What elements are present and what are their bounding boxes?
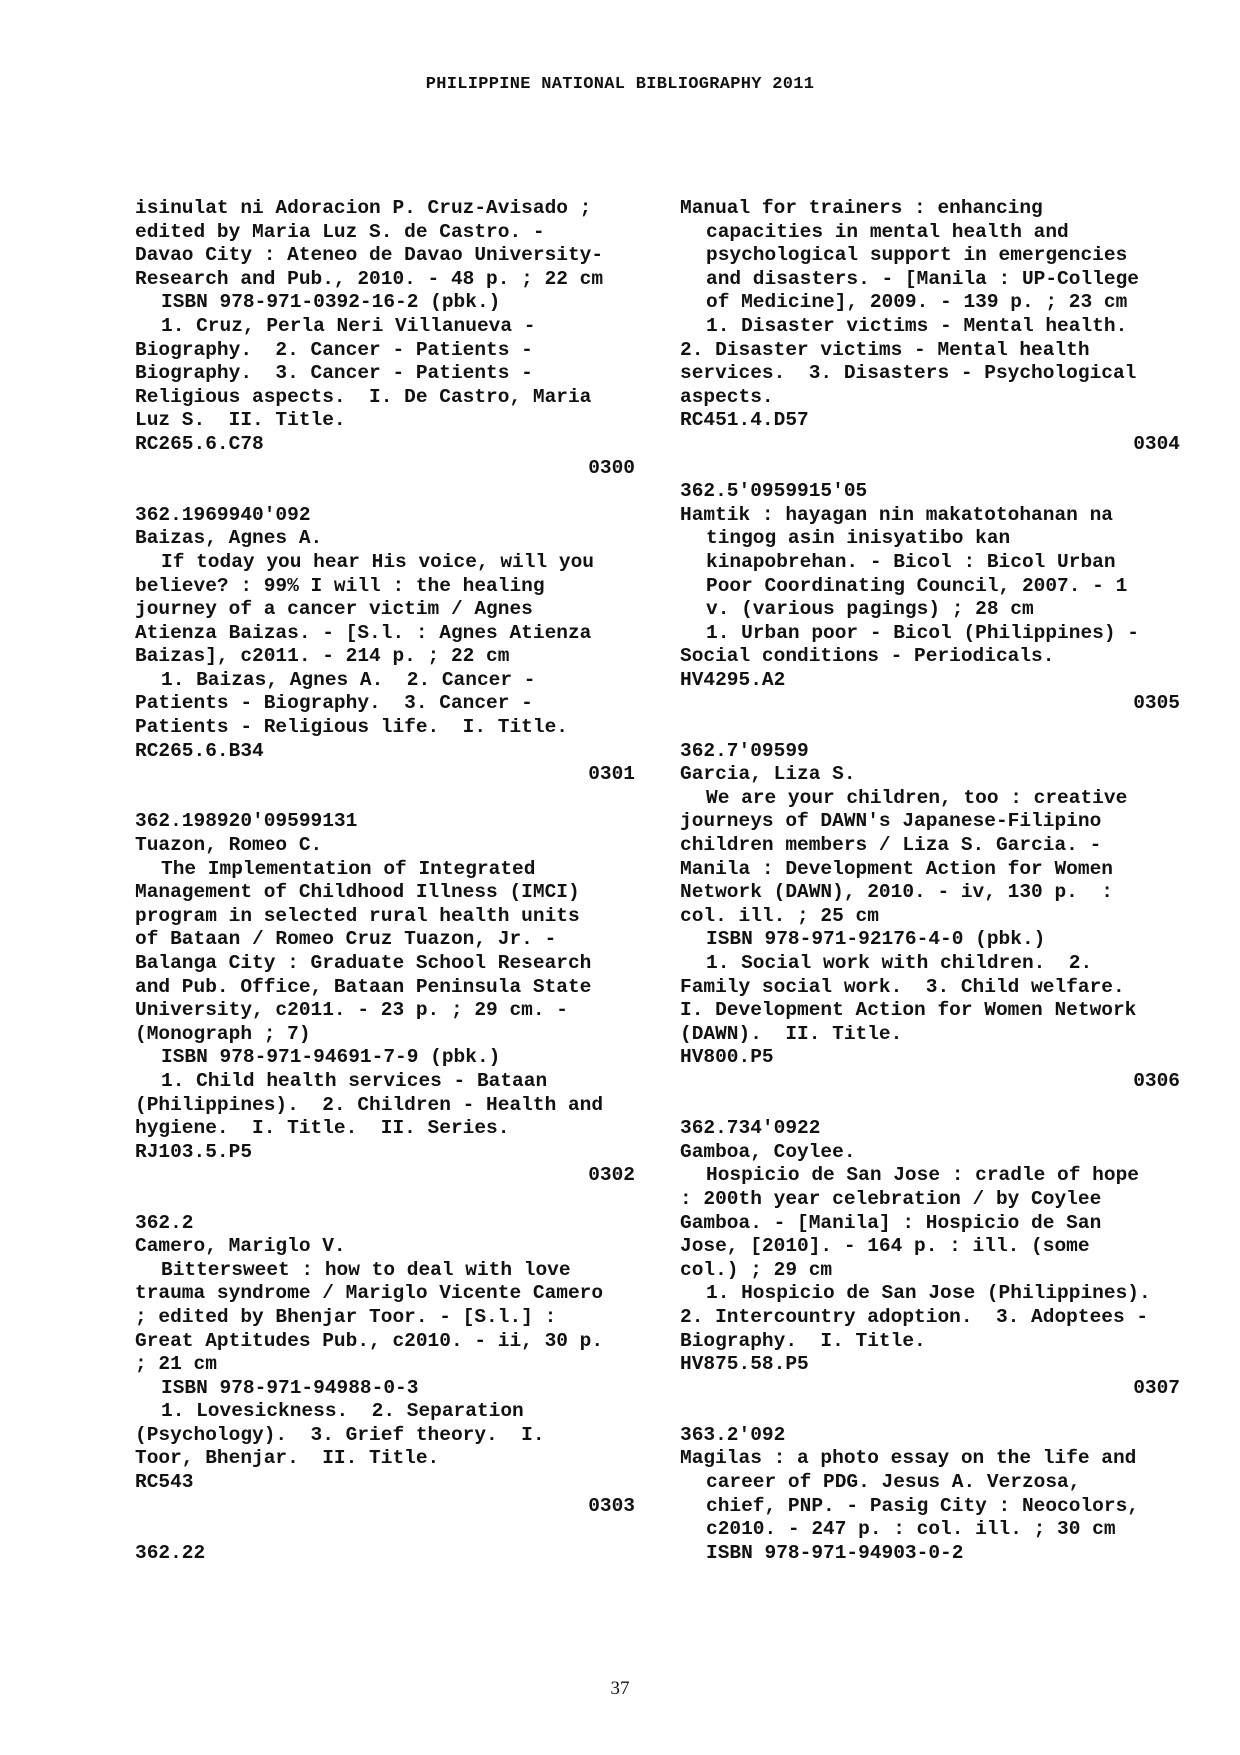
entry-line: v. (various pagings) ; 28 cm: [706, 598, 1034, 621]
entry-line: 2. Disaster victims - Mental health: [680, 338, 1090, 361]
entry-line: journey of a cancer victim / Agnes: [135, 598, 533, 621]
entry-line: Baizas, Agnes A.: [135, 527, 323, 550]
entry-line: kinapobrehan. - Bicol : Bicol Urban: [706, 550, 1116, 573]
entry-line: Network (DAWN), 2010. - iv, 130 p. :: [680, 881, 1113, 904]
entry-line: 362.2: [135, 1211, 194, 1234]
entry-line: We are your children, too : creative: [706, 786, 1128, 809]
entry-line: Patients - Religious life. I. Title.: [135, 716, 568, 739]
bibliography-entry: [680, 740, 1180, 1094]
entry-line: (Psychology). 3. Grief theory. I.: [135, 1423, 545, 1446]
entry-line: children members / Liza S. Garcia. -: [680, 834, 1102, 857]
entry-line: ISBN 978-971-94988-0-3: [161, 1376, 419, 1399]
entry-line: (Philippines). 2. Children - Health and: [135, 1093, 604, 1116]
entry-line: 362.7'09599: [680, 739, 809, 762]
entry-line: journeys of DAWN's Japanese-Filipino: [680, 810, 1102, 833]
entry-line: 362.1969940'092: [135, 503, 311, 526]
entry-line: Luz S. II. Title.: [135, 409, 346, 432]
entry-line: Biography. I. Title.: [680, 1329, 926, 1352]
bibliography-entry: [680, 480, 1180, 716]
entry-number: 0303: [588, 1494, 635, 1517]
entry-line: edited by Maria Luz S. de Castro. -: [135, 220, 545, 243]
entry-number: 0300: [588, 456, 635, 479]
entry-line: Manual for trainers : enhancing: [680, 197, 1043, 219]
entry-line: Research and Pub., 2010. - 48 p. ; 22 cm: [135, 267, 604, 290]
entry-line: isinulat ni Adoracion P. Cruz-Avisado ;: [135, 197, 592, 219]
entry-line: of Medicine], 2009. - 139 p. ; 23 cm: [706, 291, 1128, 314]
entry-line: aspects.: [680, 385, 774, 408]
entry-line: capacities in mental health and: [706, 220, 1069, 243]
entry-line: (DAWN). II. Title.: [680, 1022, 903, 1045]
entry-line: Hamtik : hayagan nin makatotohanan na: [680, 503, 1113, 526]
entry-line: 1. Baizas, Agnes A. 2. Cancer -: [161, 668, 536, 691]
entry-line: Gamboa. - [Manila] : Hospicio de San: [680, 1211, 1102, 1234]
entry-line: 1. Lovesickness. 2. Separation: [161, 1400, 524, 1423]
entry-line: Management of Childhood Illness (IMCI): [135, 881, 580, 904]
entry-line: HV800.P5: [680, 1046, 774, 1069]
entry-line: RC265.6.B34: [135, 739, 264, 762]
entry-line: If today you hear His voice, will you: [161, 550, 594, 573]
entry-line: and Pub. Office, Bataan Peninsula State: [135, 975, 592, 998]
entry-line: Social conditions - Periodicals.: [680, 645, 1055, 668]
entry-number: 0304: [1133, 432, 1180, 455]
left-column: [135, 197, 635, 1589]
bibliography-entry: [135, 504, 635, 787]
bibliography-entry: [135, 197, 635, 480]
entry-line: Great Aptitudes Pub., c2010. - ii, 30 p.: [135, 1329, 604, 1352]
entry-number: 0306: [1133, 1069, 1180, 1092]
entry-line: ISBN 978-971-0392-16-2 (pbk.): [161, 291, 501, 314]
entry-line: HV4295.A2: [680, 668, 786, 691]
entry-line: RJ103.5.P5: [135, 1140, 253, 1163]
bibliography-entry: [135, 1212, 635, 1519]
entry-line: chief, PNP. - Pasig City : Neocolors,: [706, 1494, 1139, 1517]
entry-line: The Implementation of Integrated: [161, 857, 536, 880]
entry-line: 362.198920'09599131: [135, 810, 358, 833]
entry-line: Balanga City : Graduate School Research: [135, 952, 592, 974]
entry-number: 0301: [588, 763, 635, 786]
entry-line: : 200th year celebration / by Coylee: [680, 1187, 1102, 1210]
entry-line: Biography. 3. Cancer - Patients -: [135, 362, 533, 385]
entry-line: 362.5'0959915'05: [680, 480, 868, 503]
right-column: [680, 197, 1180, 1589]
entry-line: col.) ; 29 cm: [680, 1258, 833, 1281]
entry-line: RC265.6.C78: [135, 432, 264, 455]
entry-line: Toor, Bhenjar. II. Title.: [135, 1447, 440, 1470]
entry-line: 1. Urban poor - Bicol (Philippines) -: [706, 621, 1139, 644]
entry-line: 362.22: [135, 1541, 206, 1564]
entry-line: Hospicio de San Jose : cradle of hope: [706, 1164, 1139, 1187]
entry-line: 1. Disaster victims - Mental health.: [706, 314, 1128, 337]
entry-line: I. Development Action for Women Network: [680, 999, 1137, 1022]
entry-line: Tuazon, Romeo C.: [135, 834, 323, 857]
entry-line: (Monograph ; 7): [135, 1022, 311, 1045]
entry-line: Magilas : a photo essay on the life and: [680, 1447, 1137, 1470]
entry-line: program in selected rural health units: [135, 904, 580, 927]
entry-line: 1. Social work with children. 2.: [706, 952, 1093, 974]
entry-line: Manila : Development Action for Women: [680, 857, 1113, 880]
entry-line: career of PDG. Jesus A. Verzosa,: [706, 1471, 1081, 1494]
entry-line: ; 21 cm: [135, 1353, 217, 1376]
entry-line: 1. Cruz, Perla Neri Villanueva -: [161, 314, 536, 337]
bibliography-entry: [680, 1117, 1180, 1400]
entry-line: hygiene. I. Title. II. Series.: [135, 1117, 510, 1140]
bibliography-entry: [680, 197, 1180, 457]
entry-line: and disasters. - [Manila : UP-College: [706, 267, 1139, 290]
entry-line: Atienza Baizas. - [S.l. : Agnes Atienza: [135, 621, 592, 644]
entry-line: 362.734'0922: [680, 1117, 821, 1140]
entry-line: believe? : 99% I will : the healing: [135, 574, 545, 597]
entry-line: Baizas], c2011. - 214 p. ; 22 cm: [135, 645, 510, 668]
entry-line: 1. Child health services - Bataan: [161, 1069, 548, 1092]
entry-line: Biography. 2. Cancer - Patients -: [135, 338, 533, 361]
entry-line: ISBN 978-971-94903-0-2: [706, 1541, 964, 1564]
entry-line: ISBN 978-971-92176-4-0 (pbk.): [706, 928, 1046, 951]
entry-line: Gamboa, Coylee.: [680, 1140, 856, 1163]
entry-line: Family social work. 3. Child welfare.: [680, 975, 1125, 998]
entry-line: 363.2'092: [680, 1423, 786, 1446]
entry-line: c2010. - 247 p. : col. ill. ; 30 cm: [706, 1518, 1116, 1541]
entry-line: Patients - Biography. 3. Cancer -: [135, 692, 533, 715]
entry-line: Religious aspects. I. De Castro, Maria: [135, 385, 592, 408]
entry-line: services. 3. Disasters - Psychological: [680, 362, 1137, 385]
entry-line: trauma syndrome / Mariglo Vicente Camero: [135, 1282, 604, 1305]
entry-line: psychological support in emergencies: [706, 244, 1128, 267]
entry-line: HV875.58.P5: [680, 1353, 809, 1376]
bibliography-entry: [135, 1542, 635, 1566]
bibliography-entry: [680, 1424, 1180, 1566]
entry-line: Davao City : Ateneo de Davao University-: [135, 244, 604, 267]
page-number: 37: [610, 1678, 630, 1699]
entry-line: Jose, [2010]. - 164 p. : ill. (some: [680, 1235, 1090, 1258]
entry-line: Camero, Mariglo V.: [135, 1235, 346, 1258]
entry-line: of Bataan / Romeo Cruz Tuazon, Jr. -: [135, 928, 557, 951]
bibliography-entry: [135, 810, 635, 1188]
entry-line: ISBN 978-971-94691-7-9 (pbk.): [161, 1046, 501, 1069]
entry-line: 2. Intercountry adoption. 3. Adoptees -: [680, 1305, 1149, 1328]
entry-line: Poor Coordinating Council, 2007. - 1: [706, 574, 1128, 597]
entry-line: ; edited by Bhenjar Toor. - [S.l.] :: [135, 1305, 557, 1328]
entry-line: RC543: [135, 1471, 194, 1494]
entry-number: 0302: [588, 1164, 635, 1187]
entry-line: University, c2011. - 23 p. ; 29 cm. -: [135, 999, 568, 1022]
entry-number: 0305: [1133, 692, 1180, 715]
entry-line: tingog asin inisyatibo kan: [706, 527, 1011, 550]
entry-line: 1. Hospicio de San Jose (Philippines).: [706, 1282, 1151, 1305]
entry-line: Garcia, Liza S.: [680, 763, 856, 786]
page-header: PHILIPPINE NATIONAL BIBLIOGRAPHY 2011: [425, 75, 815, 94]
entry-number: 0307: [1133, 1376, 1180, 1399]
entry-line: col. ill. ; 25 cm: [680, 904, 879, 927]
entry-line: RC451.4.D57: [680, 409, 809, 432]
entry-line: Bittersweet : how to deal with love: [161, 1258, 571, 1281]
